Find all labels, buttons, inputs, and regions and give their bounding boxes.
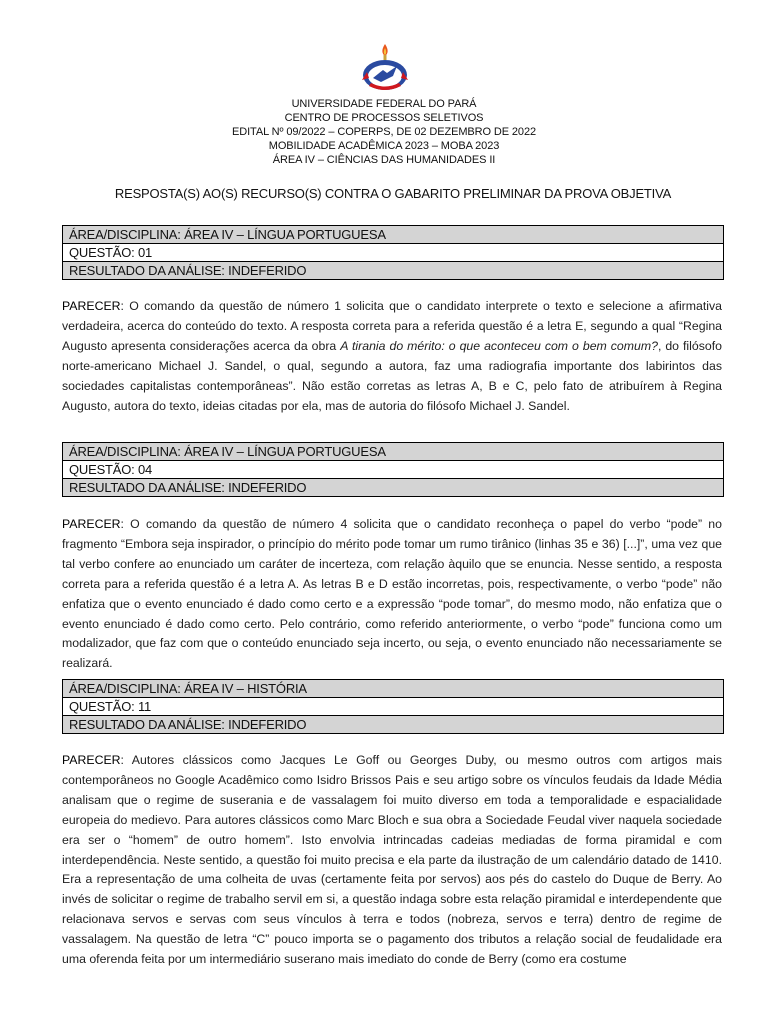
- book-title: A tirania do mérito: o que aconteceu com o bem comum?: [340, 338, 658, 353]
- question-row: QUESTÃO: 01: [63, 244, 723, 262]
- page-title: RESPOSTA(S) AO(S) RECURSO(S) CONTRA O GABARITO PRELIMINAR DA PROVA OBJETIVA: [114, 186, 672, 201]
- area-row: ÁREA/DISCIPLINA: ÁREA IV – LÍNGUA PORTUGUESA: [63, 443, 723, 461]
- section-info-table: [62, 442, 724, 497]
- parecer-label: PARECER: [62, 299, 121, 313]
- area-row: ÁREA/DISCIPLINA: ÁREA IV – HISTÓRIA: [63, 680, 723, 698]
- section-info-table: [62, 225, 724, 280]
- parecer-text: : Autores clássicos como Jacques Le Goff ou Georges Duby, ou mesmo outros com artigos mais contemporâneos no Google Acadêmico como Isidro Brissos Pais e seu artigo sobre os vínculos feudais da Idade Média analisam que o regime de suserania e de vassalagem foi muito diverso em toda a temporalidade e espacialidade europeia do medievo. Para autores clássicos como Marc Bloch e sua obra a Sociedade Feudal viver naquela sociedade era ser o “homem” de outro homem”. Isto envolvia intrincadas cadeias mediadas de forma piramidal e com interdependência. Neste sentido, a questão foi muito precisa e ela parte da ilustração de um calendário datado de 1410. Era a representação de uma colheita de uvas (certamente feita por servos) aos pés do castelo do Duque de Berry. Ao invés de solicitar o regime de trabalho servil em si, a questão indaga sobre esta relação piramidal e interdependente que relacionava servos e servas com seus vínculos à terra e todos (nobreza, servos e terra) dentro de regime de vassalagem. Na questão de letra “C” pouco importa se o pagamento dos tributos a relação social de feudalidade era uma oferenda feita por um intermediário suserano mais imediato do conde de Berry (como era costume: [62, 753, 722, 967]
- result-row: RESULTADO DA ANÁLISE: INDEFERIDO: [63, 479, 723, 496]
- parecer-text: : O comando da questão de número 4 solicita que o candidato reconheça o papel do verbo “pode” no fragmento “Embora seja inspirador, o princípio do mérito pode tomar um rumo tirânico (linhas 35 e 36) [...]”, uma vez que tal verbo confere ao enunciado um caráter de incerteza, com relação àquilo que se enuncia. Nesse sentido, a resposta correta para a referida questão é a letra A. As letras B e D estão incorretas, pois, respectivamente, o verbo “pode” não enfatiza que o evento enunciado é dado como certo e a expressão “pode tomar”, do mesmo modo, não enfatiza que o evento enunciado é dado como certo. Pelo contrário, como referido anteriormente, o verbo “pode” funciona como um modalizador, que faz com que o conteúdo enunciado seja incerto, ou seja, o evento enunciado não necessariamente se realizará.: [62, 517, 722, 671]
- header-line: CENTRO DE PROCESSOS SELETIVOS: [284, 112, 484, 124]
- result-row: RESULTADO DA ANÁLISE: INDEFERIDO: [63, 716, 723, 733]
- header-line: ÁREA IV – CIÊNCIAS DAS HUMANIDADES II: [272, 154, 496, 166]
- result-row: RESULTADO DA ANÁLISE: INDEFERIDO: [63, 262, 723, 279]
- parecer-paragraph: [62, 297, 722, 416]
- parecer-paragraph: [62, 515, 722, 674]
- parecer-label: PARECER: [62, 753, 121, 767]
- area-row: ÁREA/DISCIPLINA: ÁREA IV – LÍNGUA PORTUGUESA: [63, 226, 723, 244]
- parecer-paragraph: [62, 751, 722, 970]
- parecer-text: , do filósofo norte-americano Michael J. Sandel, o qual, segundo a autora, faz uma radiografia importante dos labirintos das sociedades capitalistas contemporâneas”. Não estão corretas as letras A, B e C, pelo fato de atribuírem à Regina Augusto, autora do texto, ideias citadas por ela, mas de autoria do filósofo Michael J. Sandel.: [62, 338, 722, 413]
- document-header: [0, 97, 768, 167]
- header-line: UNIVERSIDADE FEDERAL DO PARÁ: [291, 98, 477, 110]
- parecer-text: : O comando da questão de número 1 solicita que o candidato interprete o texto e selecione a afirmativa verdadeira, acerca do conteúdo do texto. A resposta correta para a referida questão é a letra E, segundo a qual “Regina Augusto apresenta considerações acerca da obra: [62, 299, 722, 353]
- university-seal-logo: [359, 42, 411, 94]
- section-info-table: [62, 679, 724, 734]
- header-line: EDITAL Nº 09/2022 – COPERPS, DE 02 DEZEMBRO DE 2022: [232, 126, 536, 138]
- parecer-label: PARECER: [62, 517, 121, 531]
- question-row: QUESTÃO: 11: [63, 698, 723, 716]
- question-row: QUESTÃO: 04: [63, 461, 723, 479]
- header-line: MOBILIDADE ACADÊMICA 2023 – MOBA 2023: [268, 140, 500, 152]
